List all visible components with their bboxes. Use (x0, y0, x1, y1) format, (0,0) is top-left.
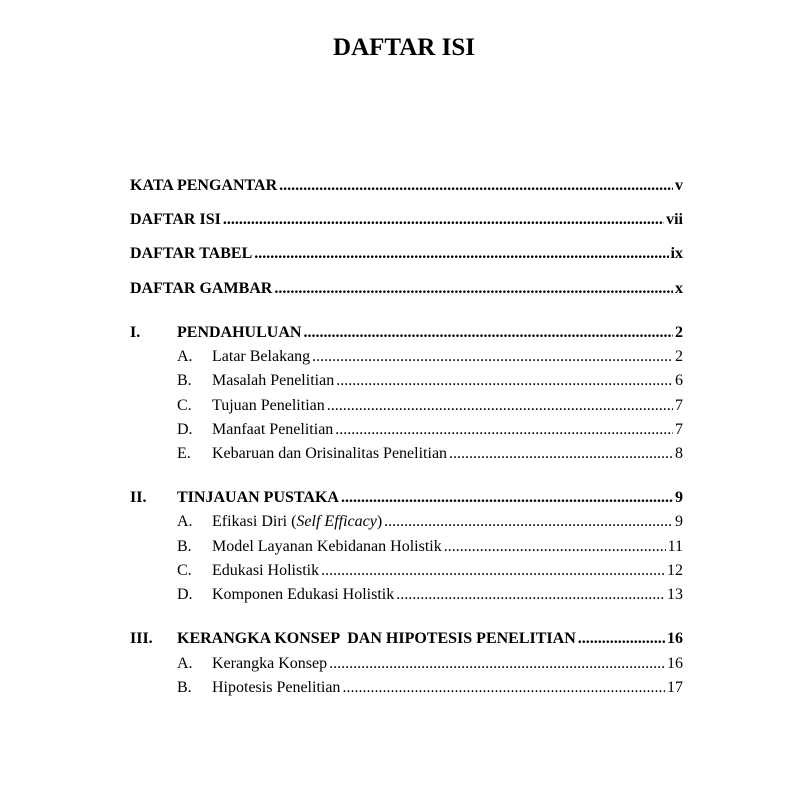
toc-page-number: 8 (675, 445, 683, 462)
toc-section-2c[interactable] (130, 561, 683, 581)
toc-section-2d[interactable] (130, 585, 683, 605)
toc-page-number: 6 (675, 372, 683, 389)
dot-leader (303, 323, 673, 343)
dot-leader (336, 371, 673, 391)
toc-page-number: 17 (667, 679, 683, 696)
section-letter: B. (177, 679, 192, 696)
toc-section-1b[interactable] (130, 371, 683, 391)
section-letter: D. (177, 421, 193, 438)
section-letter: A. (177, 655, 193, 672)
toc-entry-daftar-tabel[interactable] (130, 244, 683, 264)
toc-page-number: vii (666, 211, 683, 228)
section-title: Hipotesis Penelitian (212, 679, 341, 696)
toc-page-number: v (675, 177, 683, 194)
dot-leader (321, 561, 665, 581)
toc-entry-daftar-gambar[interactable] (130, 279, 683, 299)
chapter-number: I. (130, 324, 141, 341)
toc-page-number: 16 (667, 655, 683, 672)
toc-page-number: 9 (675, 489, 683, 506)
section-title: Efikasi Diri (Self Efficacy) (212, 513, 383, 530)
toc-chapter-3[interactable] (130, 629, 683, 649)
section-letter: A. (177, 513, 193, 530)
section-letter: D. (177, 586, 193, 603)
toc-section-3b[interactable] (130, 678, 683, 698)
dot-leader (449, 444, 673, 464)
dot-leader (342, 678, 665, 698)
dot-leader (274, 279, 673, 299)
dot-leader (396, 585, 665, 605)
toc-entry-label: KATA PENGANTAR (130, 177, 278, 194)
page-title: DAFTAR ISI (333, 34, 475, 61)
toc-section-1d[interactable] (130, 420, 683, 440)
toc-page-number: 7 (675, 397, 683, 414)
section-letter: E. (177, 445, 191, 462)
toc-page-number: 13 (667, 586, 683, 603)
section-title: Komponen Edukasi Holistik (212, 586, 395, 603)
toc-entry-label: DAFTAR GAMBAR (130, 280, 273, 297)
section-title: Kerangka Konsep (212, 655, 328, 672)
dot-leader (327, 396, 673, 416)
toc-page-number: 12 (667, 562, 683, 579)
dot-leader (329, 654, 665, 674)
toc-page-number: 16 (667, 630, 683, 647)
section-letter: A. (177, 348, 193, 365)
section-title: Latar Belakang (212, 348, 311, 365)
section-title: Edukasi Holistik (212, 562, 320, 579)
toc-section-3a[interactable] (130, 654, 683, 674)
chapter-title: KERANGKA KONSEP DAN HIPOTESIS PENELITIAN (177, 630, 576, 647)
section-title: Kebaruan dan Orisinalitas Penelitian (212, 445, 448, 462)
dot-leader (312, 347, 673, 367)
dot-leader (254, 244, 668, 264)
toc-section-1c[interactable] (130, 396, 683, 416)
dot-leader (341, 488, 673, 508)
toc-page-number: ix (670, 245, 683, 262)
toc-page-number: 11 (667, 538, 683, 555)
toc-section-2b[interactable] (130, 537, 683, 557)
toc-entry-label: DAFTAR TABEL (130, 245, 253, 262)
section-title: Tujuan Penelitian (212, 397, 325, 414)
chapter-title: TINJAUAN PUSTAKA (177, 489, 339, 506)
toc-chapter-2[interactable] (130, 488, 683, 508)
toc-page-number: 9 (675, 513, 683, 530)
toc-chapter-1[interactable] (130, 323, 683, 343)
section-letter: C. (177, 562, 192, 579)
toc-entry-label: DAFTAR ISI (130, 211, 221, 228)
section-letter: B. (177, 372, 192, 389)
dot-leader (223, 210, 664, 230)
section-title-italic: Self Efficacy (296, 513, 377, 530)
toc-section-2a[interactable] (130, 512, 683, 532)
toc-page-number: x (675, 280, 683, 297)
dot-leader (335, 420, 673, 440)
toc-section-1e[interactable] (130, 444, 683, 464)
section-title: Model Layanan Kebidanan Holistik (212, 538, 442, 555)
chapter-title: PENDAHULUAN (177, 324, 302, 341)
dot-leader (444, 537, 666, 557)
toc-page-number: 2 (675, 324, 683, 341)
chapter-number: II. (130, 489, 147, 506)
toc-section-1a[interactable] (130, 347, 683, 367)
chapter-number: III. (130, 630, 153, 647)
section-title: Masalah Penelitian (212, 372, 335, 389)
dot-leader (578, 629, 665, 649)
section-letter: C. (177, 397, 192, 414)
section-letter: B. (177, 538, 192, 555)
section-title: Manfaat Penelitian (212, 421, 334, 438)
toc-entry-kata-pengantar[interactable] (130, 176, 683, 196)
dot-leader (384, 512, 673, 532)
toc-entry-daftar-isi[interactable] (130, 210, 683, 230)
toc-page-number: 2 (675, 348, 683, 365)
dot-leader (279, 176, 673, 196)
toc-page-number: 7 (675, 421, 683, 438)
